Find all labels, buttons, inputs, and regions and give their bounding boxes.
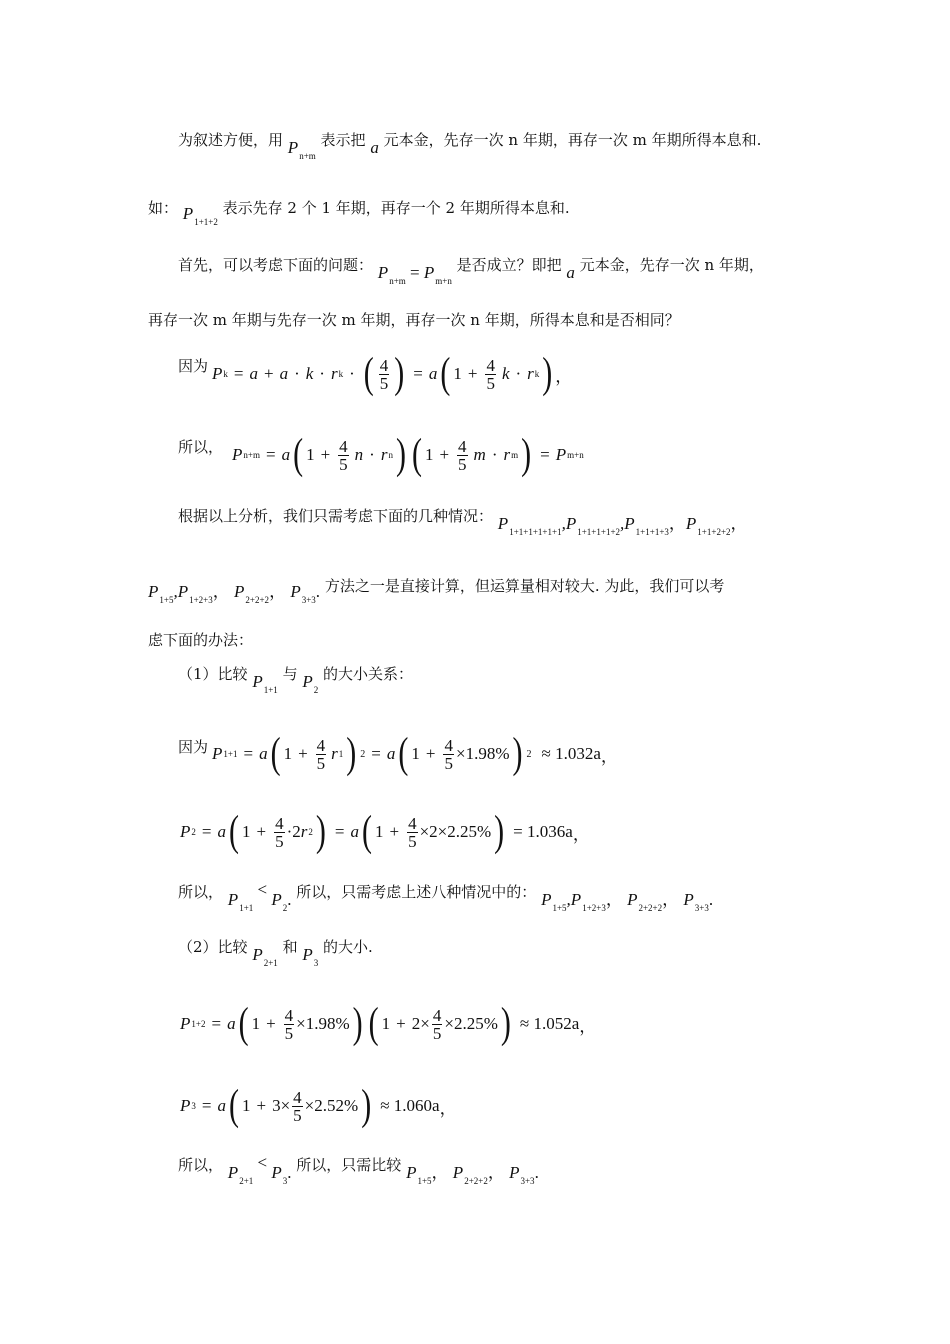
example-line: [148, 198, 570, 226]
question-text-c: 元本金，先存一次 n 年期，: [579, 256, 764, 274]
question-text-d: 再存一次 m 年期与先存一次 m 年期，再存一次 n 年期，所得本息和是否相同？: [148, 311, 680, 329]
step2-title: （2）比较 $P_{2+1}$ 和 $P_3$ 的大小.: [178, 938, 373, 968]
step1-formula-1: P 1+1 = a ( 1 + $\frac{4}{5}$ r 1 ) 2 = a ( 1 + $\frac{4}{5}$ × 1.98% ) 2 ≈ 1.032a ，: [212, 729, 618, 778]
step2-formula-2: P 3 = a ( 1 + 3× $\frac{4}{5}$ × 2.52% ) ≈ 1.060a ，: [180, 1081, 457, 1130]
symbol-p-nm: $P_{n+m}$: [287, 138, 316, 161]
cases-line-2: [148, 576, 724, 604]
question-text-a: 首先，可以考虑下面的问题：: [178, 256, 374, 274]
cases-line: [178, 506, 748, 537]
cases-list-a: $P_{1+1+1+1+1+1},P_{1+1+1+1+2},P_{1+1+1+3}$，$P_{1+1+2+2}$，: [497, 514, 748, 537]
pk-lead: 因为: [178, 357, 209, 375]
symbol-a-2: a: [566, 263, 575, 282]
intro-text-c: 元本金，先存一次 n 年期，再存一次 m 年期所得本息和.: [383, 131, 762, 149]
step1-f1-lead: 因为: [178, 738, 209, 756]
intro-text-b: 表示把: [320, 131, 366, 149]
question-equation: $P_{n+m} = P_{m+n}$: [377, 263, 452, 286]
example-lead: 如：: [148, 199, 179, 217]
step1-title: （1）比较 $P_{1+1}$ 与 $P_2$ 的大小关系：: [178, 665, 414, 695]
step2-conclusion: 所以， $P_{2+1} < P_3$. 所以，只需比较 $P_{1+5}$， $P_{2+2+2}$， $P_{3+3}$.: [178, 1153, 539, 1186]
cases-text-b: 方法之一是直接计算，但运算量相对较大. 为此，我们可以考: [324, 577, 725, 595]
question-line-2: [148, 310, 680, 330]
cases-text-a: 根据以上分析，我们只需考虑下面的几种情况：: [178, 507, 494, 525]
example-text: 表示先存 2 个 1 年期，再存一个 2 年期所得本息和.: [222, 199, 570, 217]
formula-pnm: P n+m = a ( 1 + $\frac{4}{5}$ n · r n ) ( 1 + $\frac{4}{5}$ m · r m ) = P m+n: [232, 430, 584, 479]
symbol-p-112: $P_{1+1+2}$: [182, 204, 218, 227]
step2-formula-1: P 1+2 = a ( 1 + $\frac{4}{5}$ × 1.98% ) ( 1 + 2× $\frac{4}{5}$ × 2.25% ) ≈ 1.052a ，: [180, 999, 597, 1048]
symbol-a: a: [370, 138, 379, 157]
cases-line-3: 虑下面的办法：: [148, 631, 254, 649]
step1-formula-2: P 2 = a ( 1 + $\frac{4}{5}$ ·2 r 2 ) = a ( 1 + $\frac{4}{5}$ ×2× 2.25% ) = 1.036a ，: [180, 807, 590, 856]
step1-conclusion: 所以， $P_{1+1} < P_2$. 所以，只需考虑上述八种情况中的： $P_{1+5},P_{1+2+3}$， $P_{2+2+2}$， $P_{3+3}$.: [178, 880, 714, 913]
question-text-b: 是否成立？即把: [456, 256, 562, 274]
intro-text-a: 为叙述方便，用: [178, 131, 284, 149]
question-line: [178, 255, 764, 286]
formula-pk: P k = a + a · k · r k · ( $\frac{4}{5}$ ) = a ( 1 + $\frac{4}{5}$ k · r k ) ，: [212, 349, 573, 398]
cases-list-b: $P_{1+5},P_{1+2+3}$， $P_{2+2+2}$， $P_{3+3}$.: [148, 582, 321, 605]
pnm-lead: 所以，: [178, 438, 224, 456]
intro-line: [178, 130, 762, 161]
